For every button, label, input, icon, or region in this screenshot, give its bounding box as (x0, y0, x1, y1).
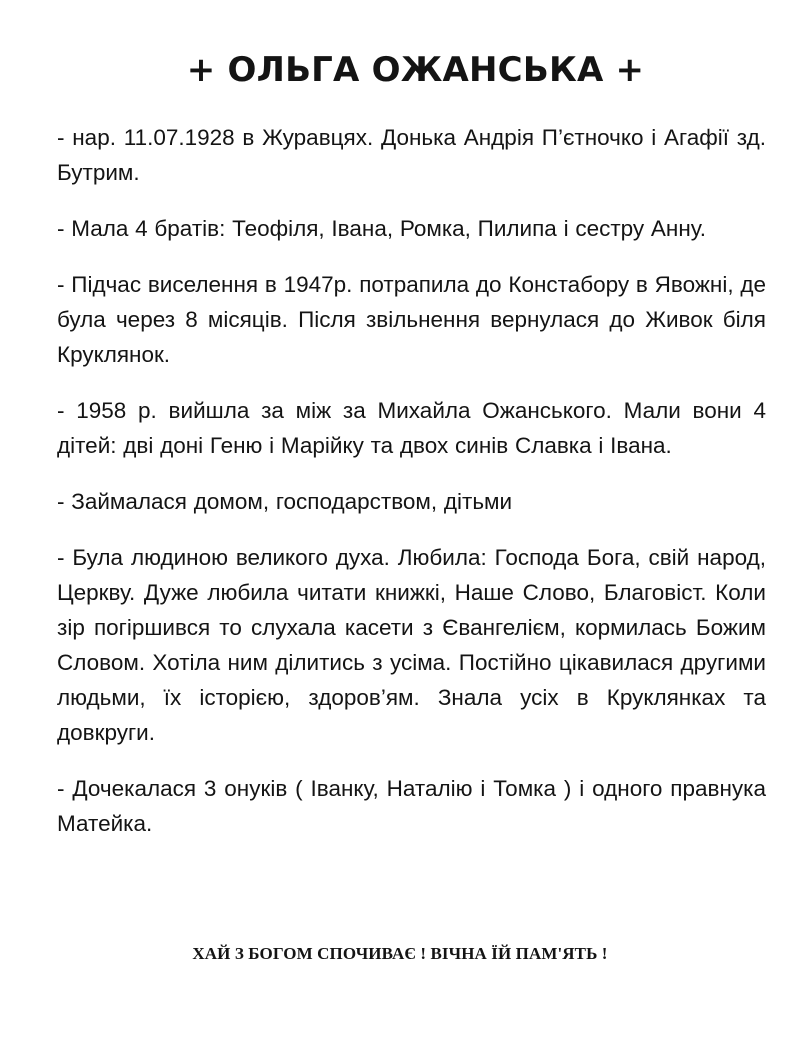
paragraph-occupation: - Займалася домом, господарством, дітьми (57, 489, 513, 514)
paragraph-deportation: - Підчас виселення в 1947р. потрапила до Констабору в Явожні, де була через 8 місяців. Після звільнення вернулася до Живок біля Круклянок. (57, 272, 766, 367)
document-title: + ОЛЬГА ОЖАНСЬКА + (186, 50, 645, 90)
closing-line: ХАЙ З БОГОМ СПОЧИВАЄ ! ВІЧНА ЇЙ ПАМ'ЯТЬ ! (192, 944, 608, 963)
paragraph-marriage: - 1958 р. вийшла за між за Михайла Ожанського. Мали вони 4 дітей: дві доні Геню і Марійку та двох синів Славка і Івана. (57, 398, 766, 458)
paragraph-grandchildren: - Дочекалася 3 онуків ( Іванку, Наталію і Томка ) і одного правнука Матейка. (57, 776, 766, 836)
paragraph-birth: - нар. 11.07.1928 в Журавцях. Донька Андрія П’єтночко і Агафії зд. Бутрим. (57, 125, 766, 185)
biography-text (57, 120, 766, 841)
paragraph-faith: - Була людиною великого духа. Любила: Господа Бога, свій народ, Церкву. Дуже любила читати книжкі, Наше Слово, Благовіст. Коли зір погіршився то слухала касети з Євангелієм, кормилась Божим Словом. Хотіла ним ділитись з усіма. Постійно цікавилася другими людьми, їх історією, здоров’ям. Знала усіх в Круклянках та довкруги. (57, 545, 766, 745)
paragraph-siblings: - Мала 4 братів: Теофіля, Івана, Ромка, Пилипа і сестру Анну. (57, 216, 707, 241)
